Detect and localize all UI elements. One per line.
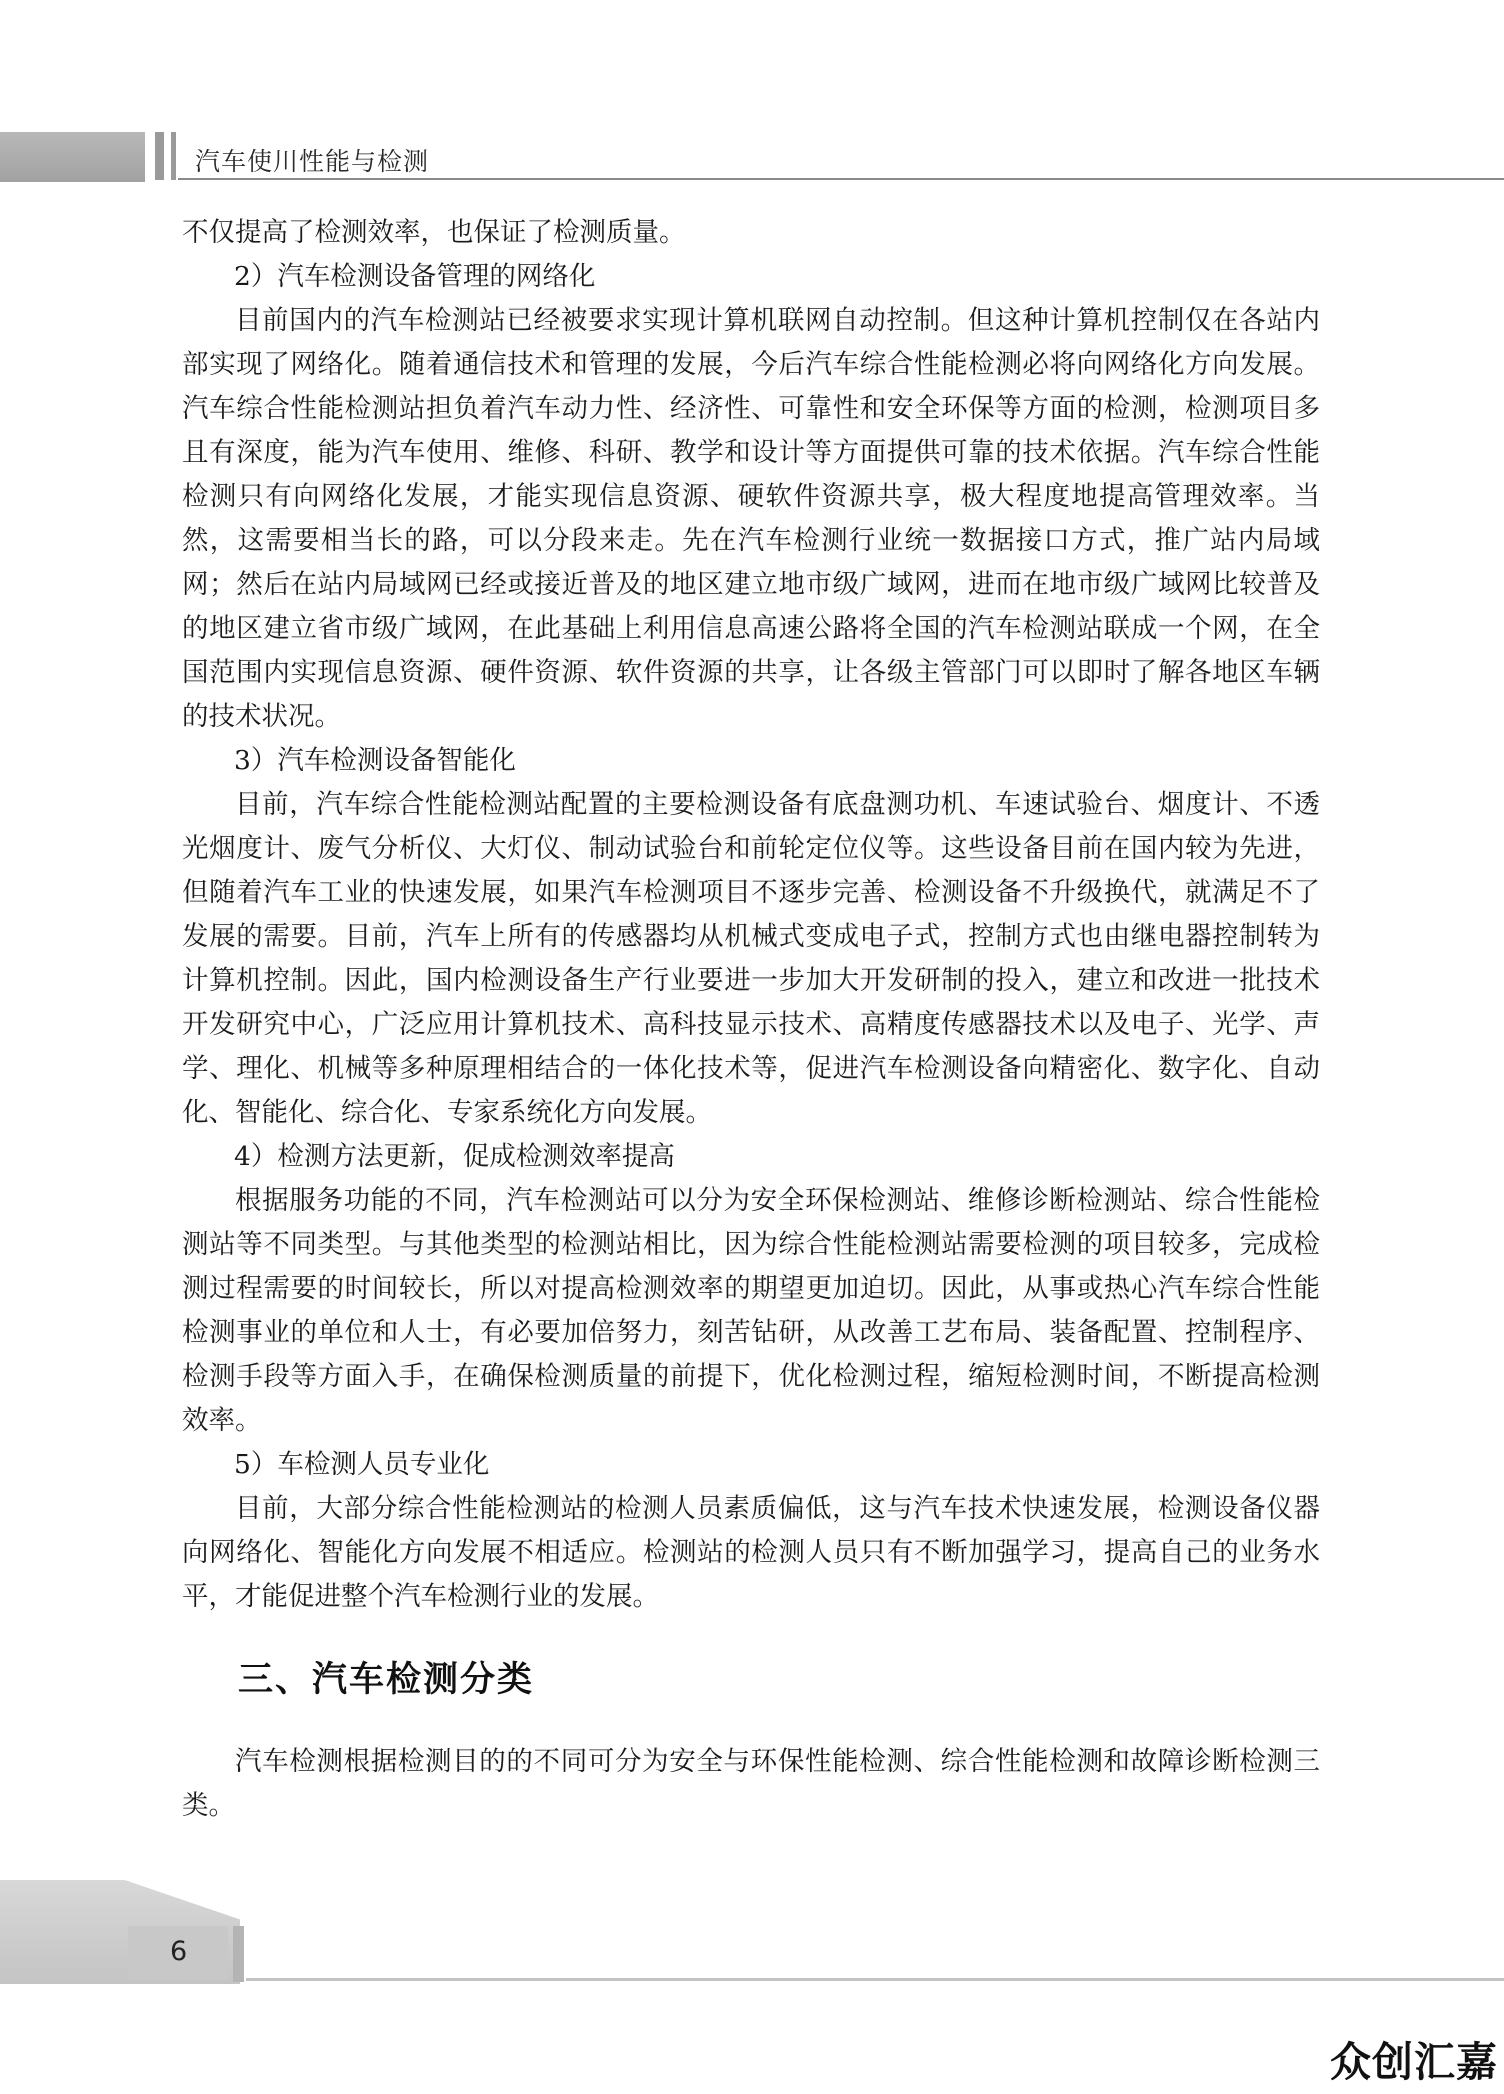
header-bar-decoration: [155, 132, 164, 180]
paragraph: 目前，汽车综合性能检测站配置的主要检测设备有底盘测功机、车速试验台、烟度计、不透光烟度计、废气分析仪、大灯仪、制动试验台和前轮定位仪等。这些设备目前在国内较为先进，但随着汽车工业的快速发展，如果汽车检测项目不逐步完善、检测设备不升级换代，就满足不了发展的需要。目前，汽车上所有的传感器均从机械式变成电子式，控制方式也由继电器控制转为计算机控制。因此，国内检测设备生产行业要进一步加大开发研制的投入，建立和改进一批技术开发研究中心，广泛应用计算机技术、高科技显示技术、高精度传感器技术以及电子、光学、声学、理化、机械等多种原理相结合的一体化技术等，促进汽车检测设备向精密化、数字化、自动化、智能化、综合化、专家系统化方向发展。: [182, 789, 1320, 1128]
paragraph: 不仅提高了检测效率，也保证了检测质量。: [182, 217, 686, 248]
subsection-title: 4）检测方法更新，促成检测效率提高: [234, 1141, 675, 1172]
paragraph: 根据服务功能的不同，汽车检测站可以分为安全环保检测站、维修诊断检测站、综合性能检测站等不同类型。与其他类型的检测站相比，因为综合性能检测站需要检测的项目较多，完成检测过程需要的时间较长，所以对提高检测效率的期望更加迫切。因此，从事或热心汽车综合性能检测事业的单位和人士，有必要加倍努力，刻苦钻研，从改善工艺布局、装备配置、控制程序、检测手段等方面入手，在确保检测质量的前提下，优化检测过程，缩短检测时间，不断提高检测效率。: [182, 1185, 1320, 1436]
footer-bar-decoration: [233, 1926, 244, 1982]
paragraph: 目前，大部分综合性能检测站的检测人员素质偏低，这与汽车技术快速发展，检测设备仪器向网络化、智能化方向发展不相适应。检测站的检测人员只有不断加强学习，提高自己的业务水平，才能促进整个汽车检测行业的发展。: [182, 1493, 1320, 1612]
header-tab-decoration: [0, 132, 145, 182]
section-heading: 三、汽车检测分类: [238, 1660, 535, 1700]
subsection-title: 3）汽车检测设备智能化: [234, 745, 516, 776]
page-number: 6: [170, 1936, 188, 1967]
paragraph: 目前国内的汽车检测站已经被要求实现计算机联网自动控制。但这种计算机控制仅在各站内部实现了网络化。随着通信技术和管理的发展，今后汽车综合性能检测必将向网络化方向发展。汽车综合性能检测站担负着汽车动力性、经济性、可靠性和安全环保等方面的检测，检测项目多且有深度，能为汽车使用、维修、科研、教学和设计等方面提供可靠的技术依据。汽车综合性能检测只有向网络化发展，才能实现信息资源、硬软件资源共享，极大程度地提高管理效率。当然，这需要相当长的路，可以分段来走。先在汽车检测行业统一数据接口方式，推广站内局域网；然后在站内局域网已经或接近普及的地区建立地市级广域网，进而在地市级广域网比较普及的地区建立省市级广域网，在此基础上利用信息高速公路将全国的汽车检测站联成一个网，在全国范围内实现信息资源、硬件资源、软件资源的共享，让各级主管部门可以即时了解各地区车辆的技术状况。: [182, 305, 1320, 732]
page-body: [182, 211, 1320, 1828]
watermark-logo: 众创汇嘉: [1330, 2038, 1498, 2086]
footer-rule: [246, 1978, 1504, 1981]
page-number-box: [128, 1926, 228, 1980]
running-header-title: 汽车使川性能与检测: [195, 147, 430, 176]
paragraph: 汽车检测根据检测目的的不同可分为安全与环保性能检测、综合性能检测和故障诊断检测三类。: [182, 1746, 1320, 1821]
subsection-title: 2）汽车检测设备管理的网络化: [234, 261, 596, 292]
header-rule: [178, 178, 1504, 180]
header-bar-decoration: [171, 132, 176, 180]
subsection-title: 5）车检测人员专业化: [234, 1449, 490, 1480]
